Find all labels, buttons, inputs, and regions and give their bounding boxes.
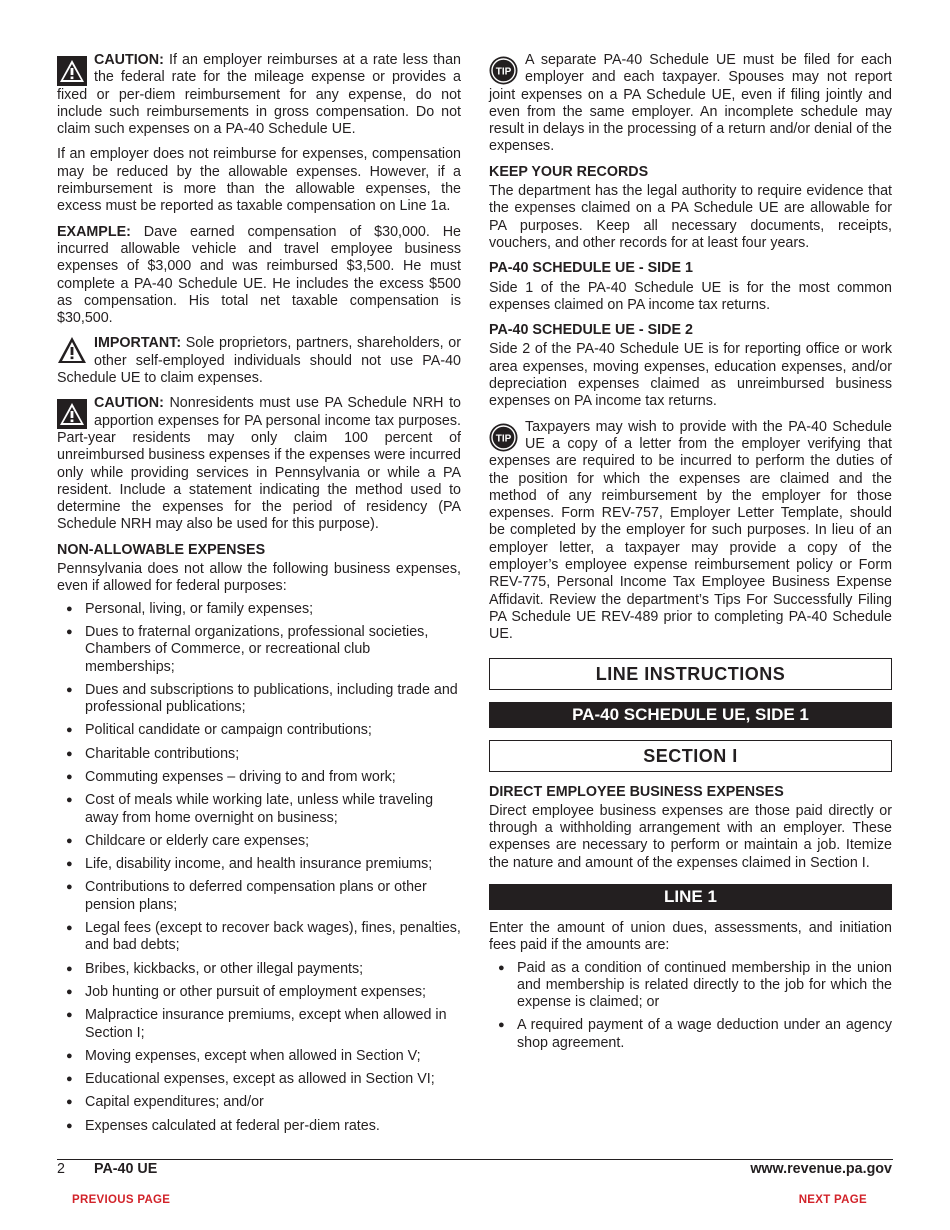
list-item: ● Personal, living, or family expenses; [57, 601, 461, 618]
warning-icon [57, 336, 87, 364]
example-label: EXAMPLE: [57, 223, 131, 240]
page-number: 2 [57, 1161, 65, 1177]
website-url: www.revenue.pa.gov [750, 1161, 892, 1177]
caution-icon [57, 399, 87, 429]
records-text: The department has the legal authority to require evidence that the expenses claimed on a PA Schedule UE are allowable for PA purposes. Keep all necessary documents, receipts, vouchers, and other records for at least four years. [489, 183, 892, 251]
list-item: ● Dues to fraternal organizations, professional societies, Chambers of Commerce, or recreational club memberships; [57, 624, 461, 676]
nonallowable-heading: NON-ALLOWABLE EXPENSES [57, 541, 266, 558]
nonallowable-intro: Pennsylvania does not allow the following business expenses, even if allowed for federal purposes: [57, 561, 461, 595]
section1-box: SECTION I [489, 740, 892, 772]
right-column [489, 52, 892, 1060]
example-text: Dave earned compensation of $30,000. He incurred allowable vehicle and travel employee business expenses of $3,000 and was reimbursed $3,500. He must complete a PA-40 Schedule UE. He includes the excess $500 as compensation. His total net taxable compensation is $30,500. [57, 223, 461, 327]
side1-heading: PA-40 SCHEDULE UE - SIDE 1 [489, 260, 693, 277]
line1-list [489, 960, 892, 1052]
direct-expenses-text: Direct employee business expenses are those paid directly or through a withholding arrangement with an employer. These expenses are necessary to perform or maintain a job. Itemize the nature and amount of the expenses claimed in Section I. [489, 802, 892, 871]
important-label: IMPORTANT: [94, 335, 182, 352]
list-item: ● Educational expenses, except as allowed in Section VI; [57, 1071, 461, 1088]
list-item: ● Political candidate or campaign contributions; [57, 722, 461, 739]
side2-text: Side 2 of the PA-40 Schedule UE is for reporting office or work area expenses, moving expenses, education expenses, and/or depreciation expenses claimed as unreimbursed business expenses on PA income tax returns. [489, 341, 892, 410]
records-heading: KEEP YOUR RECORDS [489, 163, 649, 180]
tip-icon-text: TIP [495, 66, 512, 78]
list-item: ● Cost of meals while working late, unless while traveling away from home overnight on business; [57, 792, 461, 827]
footer-rule [57, 1159, 893, 1160]
list-item: ● Dues and subscriptions to publications, including trade and professional publications; [57, 682, 461, 717]
tip-icon [489, 56, 518, 85]
caution-text: If an employer reimburses at a rate less than the federal rate for the mileage expense or provides a fixed or per-diem reimbursement for any expense, do not include such reimbursements in gross compensation. Do not claim such expenses on a PA-40 Schedule UE. [57, 52, 461, 138]
important-note [57, 335, 461, 387]
tip-text: A separate PA-40 Schedule UE must be filed for each employer and each taxpayer. Spouses may not report joint expenses on a PA Schedule UE, even if filing jointly and even from the same employer. An incomplete schedule may result in delays in the processing of a return and/or denial of the expenses. [489, 52, 892, 155]
caution-note-2 [57, 395, 461, 533]
previous-page-link[interactable]: PREVIOUS PAGE [72, 1194, 171, 1206]
schedule-side1-banner: PA-40 SCHEDULE UE, SIDE 1 [489, 702, 892, 728]
caution-note-1 [57, 52, 461, 138]
tip-text: Taxpayers may wish to provide with the PA-40 Schedule UE a copy of a letter from the employer verifying that expenses are required to be incurred to perform the duties of the position for which the expenses are claimed and the method of any reimbursement by the employer for those expenses. Form REV-757, Employer Letter Template, should be completed by the employer for such purposes. In lieu of an employer letter, a taxpayer may provide a copy of the employer’s employee expense reimbursement policy or Form REV-775, Personal Income Tax Employee Business Expense Affidavit. Review the department’s Tips For Successfully Filing PA Schedule UE REV-489 prior to completing PA-40 Schedule UE. [489, 418, 892, 643]
line-instructions-box: LINE INSTRUCTIONS [489, 658, 892, 690]
list-item: ● Job hunting or other pursuit of employment expenses; [57, 984, 461, 1001]
tip-note-2 [489, 419, 892, 644]
caution-label: CAUTION: [94, 52, 164, 68]
line1-banner: LINE 1 [489, 884, 892, 910]
direct-expenses-heading: DIRECT EMPLOYEE BUSINESS EXPENSES [489, 783, 784, 800]
list-item: ● Capital expenditures; and/or [57, 1094, 461, 1111]
list-item: ● A required payment of a wage deduction under an agency shop agreement. [489, 1017, 892, 1052]
list-item: ● Moving expenses, except when allowed in Section V; [57, 1048, 461, 1065]
list-item: ● Paid as a condition of continued membership in the union and membership is related directly to the job for which the expense is claimed; or [489, 960, 892, 1012]
caution-label: CAUTION: [94, 395, 164, 412]
list-item: ● Commuting expenses – driving to and from work; [57, 769, 461, 786]
list-item: ● Bribes, kickbacks, or other illegal payments; [57, 961, 461, 978]
list-item: ● Expenses calculated at federal per-diem rates. [57, 1118, 461, 1135]
left-column [57, 52, 461, 1143]
caution-text: Nonresidents must use PA Schedule NRH to apportion expenses for PA personal income tax purposes. Part-year residents may only claim 100 percent of unreimbursed business expenses if the expenses were incurred only while providing services in Pennsylvania or while a PA resident. Include a statement indicating the method used to determine the expenses for the period of residency (PA Schedule NRH may also be used for this purpose). [57, 395, 461, 533]
example-paragraph [57, 224, 461, 328]
next-page-link[interactable]: NEXT PAGE [798, 1194, 867, 1206]
list-item: ● Life, disability income, and health insurance premiums; [57, 856, 461, 873]
side1-text: Side 1 of the PA-40 Schedule UE is for the most common expenses claimed on PA income tax returns. [489, 279, 892, 313]
list-item: ● Malpractice insurance premiums, except when allowed in Section I; [57, 1007, 461, 1042]
side2-heading: PA-40 SCHEDULE UE - SIDE 2 [489, 322, 693, 339]
reimbursement-paragraph: If an employer does not reimburse for expenses, compensation may be reduced by the allowable expenses. However, if a reimbursement is more than the allowable expenses, the excess must be reported as taxable compensation on Line 1a. [57, 146, 461, 215]
tip-icon-text: TIP [495, 433, 512, 445]
list-item: ● Charitable contributions; [57, 746, 461, 763]
list-item: ● Legal fees (except to recover back wages), fines, penalties, and bad debts; [57, 920, 461, 955]
list-item: ● Contributions to deferred compensation plans or other pension plans; [57, 879, 461, 914]
form-name: PA-40 UE [94, 1161, 158, 1177]
tip-note-1 [489, 52, 892, 156]
caution-icon [57, 56, 87, 86]
list-item: ● Childcare or elderly care expenses; [57, 833, 461, 850]
line1-text: Enter the amount of union dues, assessments, and initiation fees paid if the amounts are: [489, 919, 892, 954]
important-text: Sole proprietors, partners, shareholders, or other self-employed individuals should not use PA-40 Schedule UE to claim expenses. [57, 335, 461, 387]
tip-icon [489, 423, 518, 452]
nonallowable-list [57, 601, 461, 1135]
